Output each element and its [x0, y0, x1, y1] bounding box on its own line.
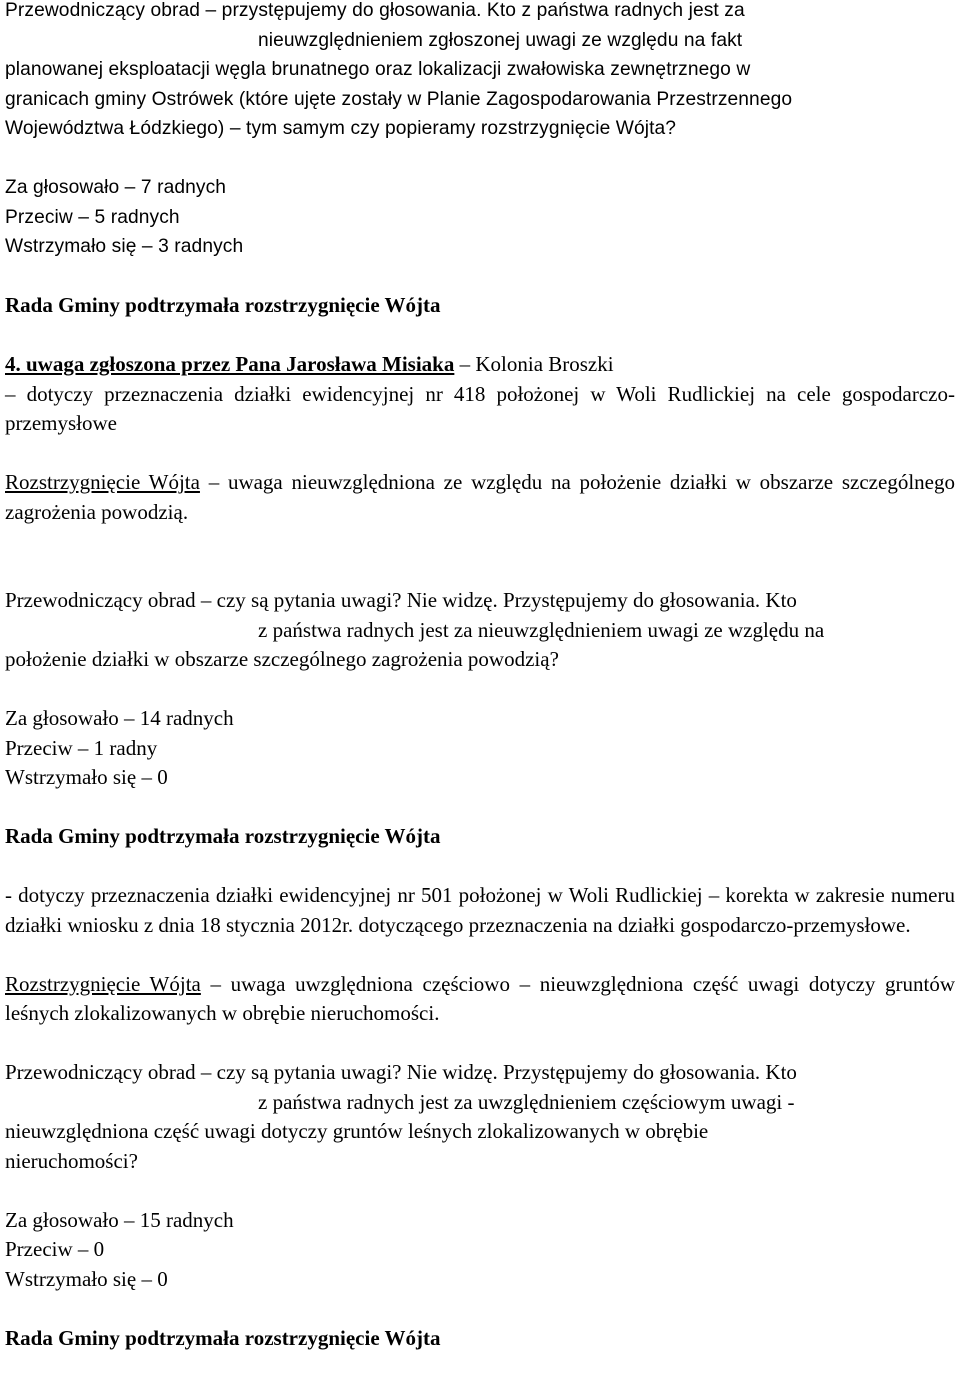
item-4: [5, 350, 955, 439]
vote-1-result: Rada Gminy podtrzymała rozstrzygnięcie Wójta: [5, 293, 441, 317]
spacer: [5, 675, 955, 705]
vote-1: [5, 173, 955, 262]
item-501-decision-label: Rozstrzygnięcie Wójta: [5, 971, 201, 996]
spacer: [5, 852, 955, 882]
vote-2-for: Za głosowało – 14 radnych: [5, 706, 234, 730]
vote-1-for: Za głosowało – 7 radnych: [5, 177, 227, 198]
spacer: [5, 262, 955, 292]
vote-2-abstain: Wstrzymało się – 0: [5, 765, 168, 789]
item-501-decision: [5, 970, 955, 1029]
question-2-line-1: Przewodniczący obrad – czy są pytania uwagi? Nie widzę. Przystępujemy do głosowania. Kto: [5, 588, 797, 612]
intro-question: [5, 0, 955, 144]
vote-2-against: Przeciw – 1 radny: [5, 735, 158, 760]
item-4-heading: [5, 350, 955, 380]
spacer: [5, 1176, 955, 1206]
intro-line-3: planowanej eksploatacji węgla brunatnego oraz lokalizacji zwałowiska zewnętrznego w: [5, 59, 751, 80]
item-4-heading-rest: – Kolonia Broszki: [454, 352, 614, 376]
intro-line-1: Przewodniczący obrad – przystępujemy do głosowania. Kto z państwa radnych jest za: [5, 0, 745, 21]
question-3: [5, 1058, 955, 1176]
question-2-line-2: z państwa radnych jest za nieuwzględnieniem uwagi ze względu na: [258, 617, 825, 642]
spacer: [5, 439, 955, 469]
item-4-decision-text: – uwaga nieuwzględniona ze względu na położenie działki w obszarze szczególnego zagrożenia powodzią.: [5, 470, 955, 524]
item-501-decision-text: – uwaga uwzględniona częściowo – nieuwzględniona część uwagi dotyczy gruntów leśnych zlokalizowanych w obrębie nieruchomości.: [5, 971, 955, 1025]
spacer: [5, 940, 955, 970]
item-501-description: - dotyczy przeznaczenia działki ewidencyjnej nr 501 położonej w Woli Rudlickiej – korekta w zakresie numeru działki wniosku z dnia 18 stycznia 2012r. dotyczącego przeznaczenia na działki gospodarczo-przemysłowe.: [5, 883, 955, 937]
item-4-decision-label: Rozstrzygnięcie Wójta: [5, 470, 200, 494]
question-3-line-3: nieuwzględniona część uwagi dotyczy gruntów leśnych zlokalizowanych w obrębie: [5, 1119, 709, 1143]
vote-3-for: Za głosowało – 15 radnych: [5, 1207, 234, 1232]
vote-3-abstain: Wstrzymało się – 0: [5, 1266, 168, 1291]
vote-3: [5, 1206, 955, 1295]
item-4-description: – dotyczy przeznaczenia działki ewidencyjnej nr 418 położonej w Woli Rudlickiej na cele gospodarczo-przemysłowe: [5, 381, 955, 435]
intro-line-4: granicach gminy Ostrówek (które ujęte zostały w Planie Zagospodarowania Przestrzennego: [5, 88, 793, 110]
vote-1-abstain: Wstrzymało się – 3 radnych: [5, 236, 244, 257]
item-4-heading-underlined: 4. uwaga zgłoszona przez Pana Jarosława Misiaka: [5, 352, 455, 376]
vote-1-against: Przeciw – 5 radnych: [5, 206, 180, 228]
question-2: [5, 586, 955, 675]
item-4-decision: [5, 468, 955, 527]
question-3-line-4: nieruchomości?: [5, 1148, 138, 1173]
spacer: [5, 793, 955, 823]
spacer: [5, 321, 955, 351]
vote-3-against: Przeciw – 0: [5, 1237, 105, 1261]
intro-line-5: Województwa Łódzkiego) – tym samym czy popieramy rozstrzygnięcie Wójta?: [5, 118, 677, 139]
spacer: [5, 1029, 955, 1059]
question-3-line-1: Przewodniczący obrad – czy są pytania uwagi? Nie widzę. Przystępujemy do głosowania. Kto: [5, 1060, 797, 1084]
spacer: [5, 527, 955, 586]
spacer: [5, 1294, 955, 1324]
vote-2-result: Rada Gminy podtrzymała rozstrzygnięcie Wójta: [5, 824, 441, 848]
question-2-line-3: położenie działki w obszarze szczególnego zagrożenia powodzią?: [5, 647, 559, 671]
question-3-line-2: z państwa radnych jest za uwzględnieniem częściowym uwagi -: [258, 1089, 795, 1114]
spacer: [5, 144, 955, 174]
vote-3-result: Rada Gminy podtrzymała rozstrzygnięcie Wójta: [5, 1325, 441, 1350]
document-page: [5, 0, 955, 1353]
intro-line-2: nieuwzględnieniem zgłoszonej uwagi ze względu na fakt: [258, 29, 743, 51]
vote-2: [5, 704, 955, 793]
